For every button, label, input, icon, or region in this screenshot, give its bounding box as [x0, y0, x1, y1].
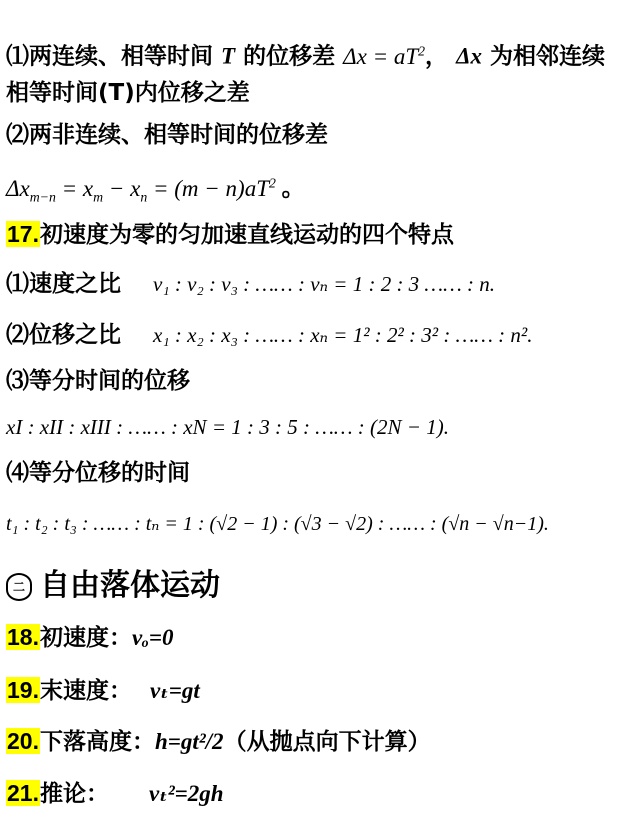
- item-title: 末速度：: [39, 678, 132, 704]
- note: （从抛点向下计算）: [223, 729, 431, 755]
- line-2: [6, 78, 250, 108]
- point-3-formula: [6, 412, 449, 442]
- point-4-formula: [6, 508, 549, 539]
- formula: vₜ²=2gh: [148, 781, 224, 806]
- item-21: [6, 778, 224, 809]
- line-4: [6, 168, 305, 212]
- point-2: [6, 320, 532, 350]
- f-sub: m: [93, 189, 104, 205]
- line-1: [6, 36, 605, 72]
- formula-text: Δx = aT: [343, 43, 419, 69]
- formula: x₁ : x₂ : x₃ : …… : xₙ = 1² : 2² : 3² : …… : n².: [153, 323, 533, 347]
- formula: $\Delta x = aT^2$: [343, 43, 426, 69]
- item-number: 20.: [7, 728, 39, 754]
- item-number: 19.: [7, 677, 39, 703]
- f-part: = x: [55, 175, 94, 201]
- item-number: 17.: [7, 221, 39, 247]
- line-3: [6, 120, 328, 150]
- item-18: [6, 622, 174, 653]
- point-4: [6, 458, 190, 488]
- text: 相等时间(T)内位移之差: [6, 80, 250, 106]
- section-heading: [6, 560, 220, 604]
- f-part: − x: [103, 175, 141, 201]
- point-1: [6, 269, 495, 299]
- text: ⑴速度之比: [6, 271, 121, 297]
- item-19: [6, 675, 200, 706]
- math-T: T: [221, 43, 236, 69]
- text: ⑶等分时间的位移: [6, 368, 190, 394]
- text: 的位移差: [243, 43, 336, 70]
- item-title: 初速度：: [39, 625, 132, 651]
- paren-number: 二: [6, 573, 32, 601]
- text: ，: [425, 43, 449, 70]
- text: 。: [281, 175, 305, 202]
- formula: v₁ : v₂ : v₃ : …… : vₙ = 1 : 2 : 3 …… : n.: [153, 272, 496, 296]
- text: 为相邻连续: [490, 43, 605, 70]
- text: ⑵两非连续、相等时间的位移差: [6, 122, 328, 148]
- item-20: [6, 726, 431, 757]
- text: ⑴两连续、相等时间: [6, 43, 213, 70]
- f-sub: n: [140, 189, 148, 205]
- formula: vₒ=0: [131, 625, 174, 650]
- f-part: = (m − n)aT: [147, 175, 270, 201]
- formula: xI : xII : xIII : …… : xN = 1 : 3 : 5 : …… : (2N − 1).: [6, 415, 449, 439]
- item-17: [6, 219, 454, 250]
- item-title: 下落高度：: [39, 729, 155, 755]
- math-dx: Δx: [456, 43, 482, 69]
- f-part: Δx: [6, 175, 30, 201]
- item-number: 18.: [7, 624, 39, 650]
- heading-text: 自由落体运动: [40, 568, 220, 603]
- item-title: 推论：: [39, 781, 109, 807]
- text: ⑵位移之比: [6, 322, 121, 348]
- item-number: 21.: [7, 780, 39, 806]
- item-title: 初速度为零的匀加速直线运动的四个特点: [39, 222, 454, 248]
- formula: vₜ=gt: [149, 678, 200, 703]
- formula: $\Delta x_{m-n} = x_m - x_n = (m - n)aT^2$: [6, 175, 276, 205]
- text: ⑷等分位移的时间: [6, 460, 190, 486]
- formula: t₁ : t₂ : t₃ : …… : tₙ = 1 : (√2 − 1) : (√3 − √2) : …… : (√n − √n−1).: [6, 513, 549, 535]
- formula: h=gt²/2: [154, 729, 224, 754]
- point-3: [6, 366, 190, 396]
